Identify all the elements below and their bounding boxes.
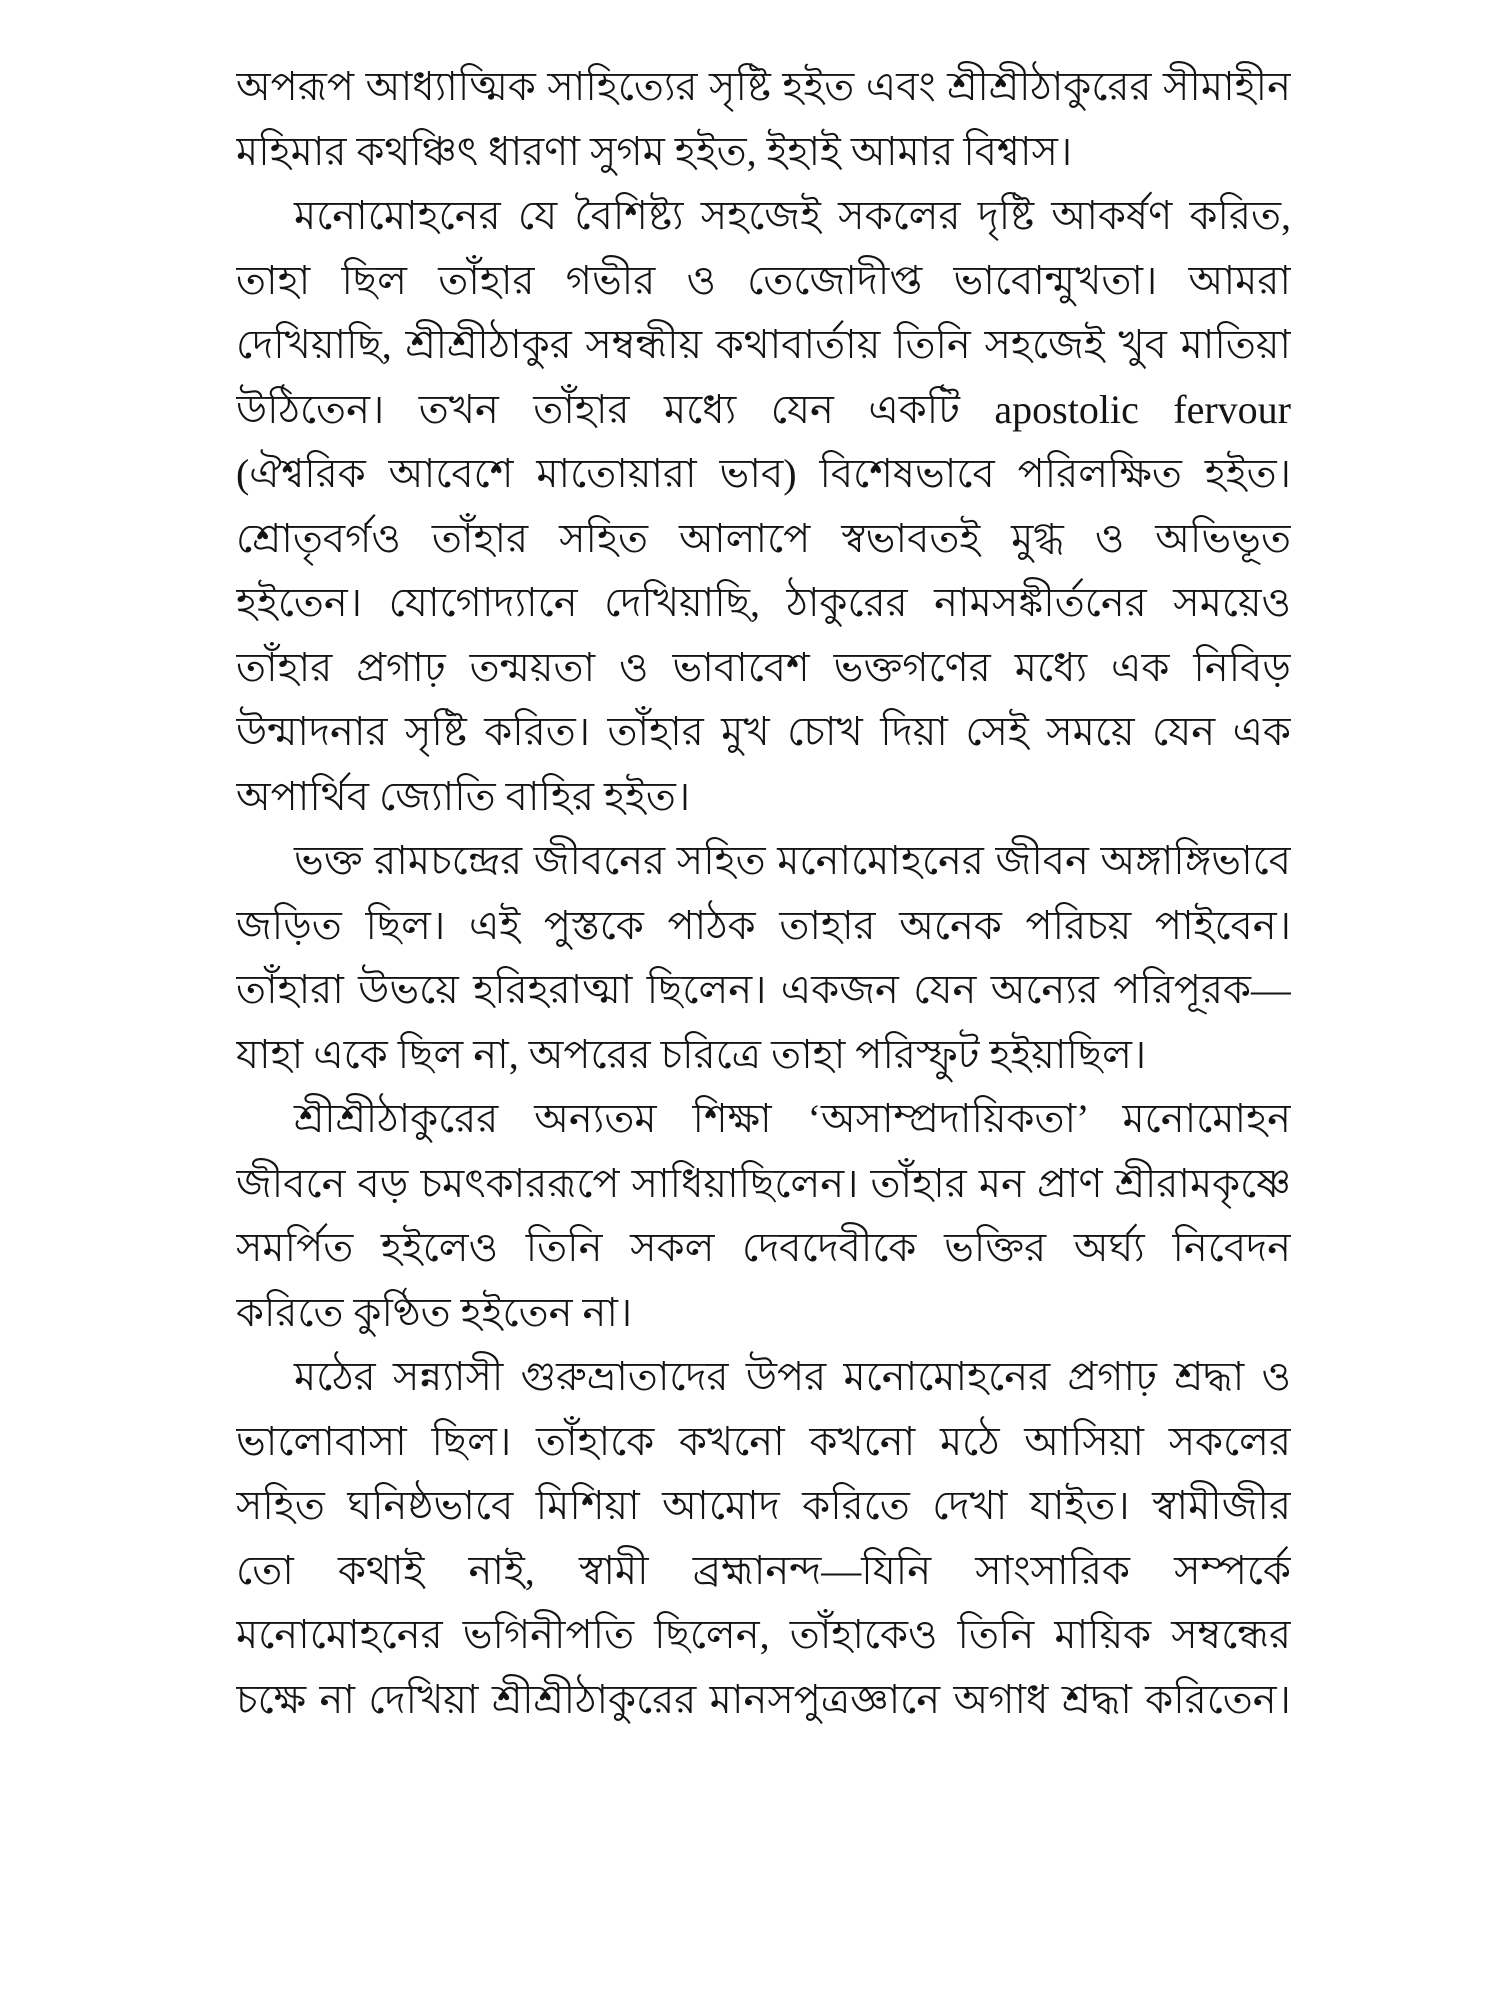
text-line: হইতেন। যোগোদ্যানে দেখিয়াছি, ঠাকুরের নামসঙ্কীর্তনের সময়েও [236,580,1291,625]
text-line: শ্রোতৃবর্গও তাঁহার সহিত আলাপে স্বভাবতই মুগ্ধ ও অভিভূত [236,515,1291,561]
text-line: উঠিতেন। তখন তাঁহার মধ্যে যেন একটি apostolic fervour [236,386,1291,432]
text-line: মনোমোহনের যে বৈশিষ্ট্য সহজেই সকলের দৃষ্টি আকর্ষণ করিত, [294,193,1291,238]
paragraph [236,829,1291,1087]
text-line: অপার্থিব জ্যোতি বাহির হইত। [236,773,691,819]
text-line: সহিত ঘনিষ্ঠভাবে মিশিয়া আমোদ করিতে দেখা যাইত। স্বামীজীর [236,1483,1291,1528]
text-line: শ্রীশ্রীঠাকুরের অন্যতম শিক্ষা ‘অসাম্প্রদায়িকতা’ মনোমোহন [294,1096,1291,1141]
text-line: তো কথাই নাই, স্বামী ব্রহ্মানন্দ—যিনি সাংসারিক সম্পর্কে [236,1547,1291,1593]
paragraph [236,184,1291,829]
text-line: উন্মাদনার সৃষ্টি করিত। তাঁহার মুখ চোখ দিয়া সেই সময়ে যেন এক [236,709,1291,754]
text-line: চক্ষে না দেখিয়া শ্রীশ্রীঠাকুরের মানসপুত্রজ্ঞানে অগাধ শ্রদ্ধা করিতেন। [236,1676,1291,1722]
body-text [236,55,1291,1732]
text-line: অপরূপ আধ্যাত্মিক সাহিত্যের সৃষ্টি হইত এবং শ্রীশ্রীঠাকুরের সীমাহীন [236,64,1291,109]
text-line: মঠের সন্ন্যাসী গুরুভ্রাতাদের উপর মনোমোহনের প্রগাঢ় শ্রদ্ধা ও [294,1354,1291,1399]
text-line: জীবনে বড় চমৎকাররূপে সাধিয়াছিলেন। তাঁহার মন প্রাণ শ্রীরামকৃষ্ণে [236,1160,1291,1206]
paragraph [236,55,1291,184]
text-line: তাঁহার প্রগাঢ় তন্ময়তা ও ভাবাবেশ ভক্তগণের মধ্যে এক নিবিড় [236,644,1291,690]
text-line: করিতে কুণ্ঠিত হইতেন না। [236,1289,633,1335]
text-line: ভক্ত রামচন্দ্রের জীবনের সহিত মনোমোহনের জীবন অঙ্গাঙ্গিভাবে [294,838,1291,883]
text-line: ভালোবাসা ছিল। তাঁহাকে কখনো কখনো মঠে আসিয়া সকলের [236,1418,1291,1464]
text-line: (ঐশ্বরিক আবেশে মাতোয়ারা ভাব) বিশেষভাবে পরিলক্ষিত হইত। [236,451,1291,496]
text-line: জড়িত ছিল। এই পুস্তকে পাঠক তাহার অনেক পরিচয় পাইবেন। [236,902,1291,948]
text-line: মনোমোহনের ভগিনীপতি ছিলেন, তাঁহাকেও তিনি মায়িক সম্বন্ধের [236,1612,1291,1657]
text-line: তাঁহারা উভয়ে হরিহরাত্মা ছিলেন। একজন যেন অন্যের পরিপূরক— [236,967,1291,1012]
paragraph [236,1087,1291,1345]
text-line: যাহা একে ছিল না, অপরের চরিত্রে তাহা পরিস্ফুট হইয়াছিল। [236,1031,1147,1077]
text-line: মহিমার কথঞ্চিৎ ধারণা সুগম হইত, ইহাই আমার বিশ্বাস। [236,128,1073,174]
text-line: দেখিয়াছি, শ্রীশ্রীঠাকুর সম্বন্ধীয় কথাবার্তায় তিনি সহজেই খুব মাতিয়া [236,322,1291,367]
text-line: সমর্পিত হইলেও তিনি সকল দেবদেবীকে ভক্তির অর্ঘ্য নিবেদন [236,1225,1291,1270]
text-line: তাহা ছিল তাঁহার গভীর ও তেজোদীপ্ত ভাবোন্মুখতা। আমরা [236,257,1291,303]
paragraph [236,1345,1291,1732]
